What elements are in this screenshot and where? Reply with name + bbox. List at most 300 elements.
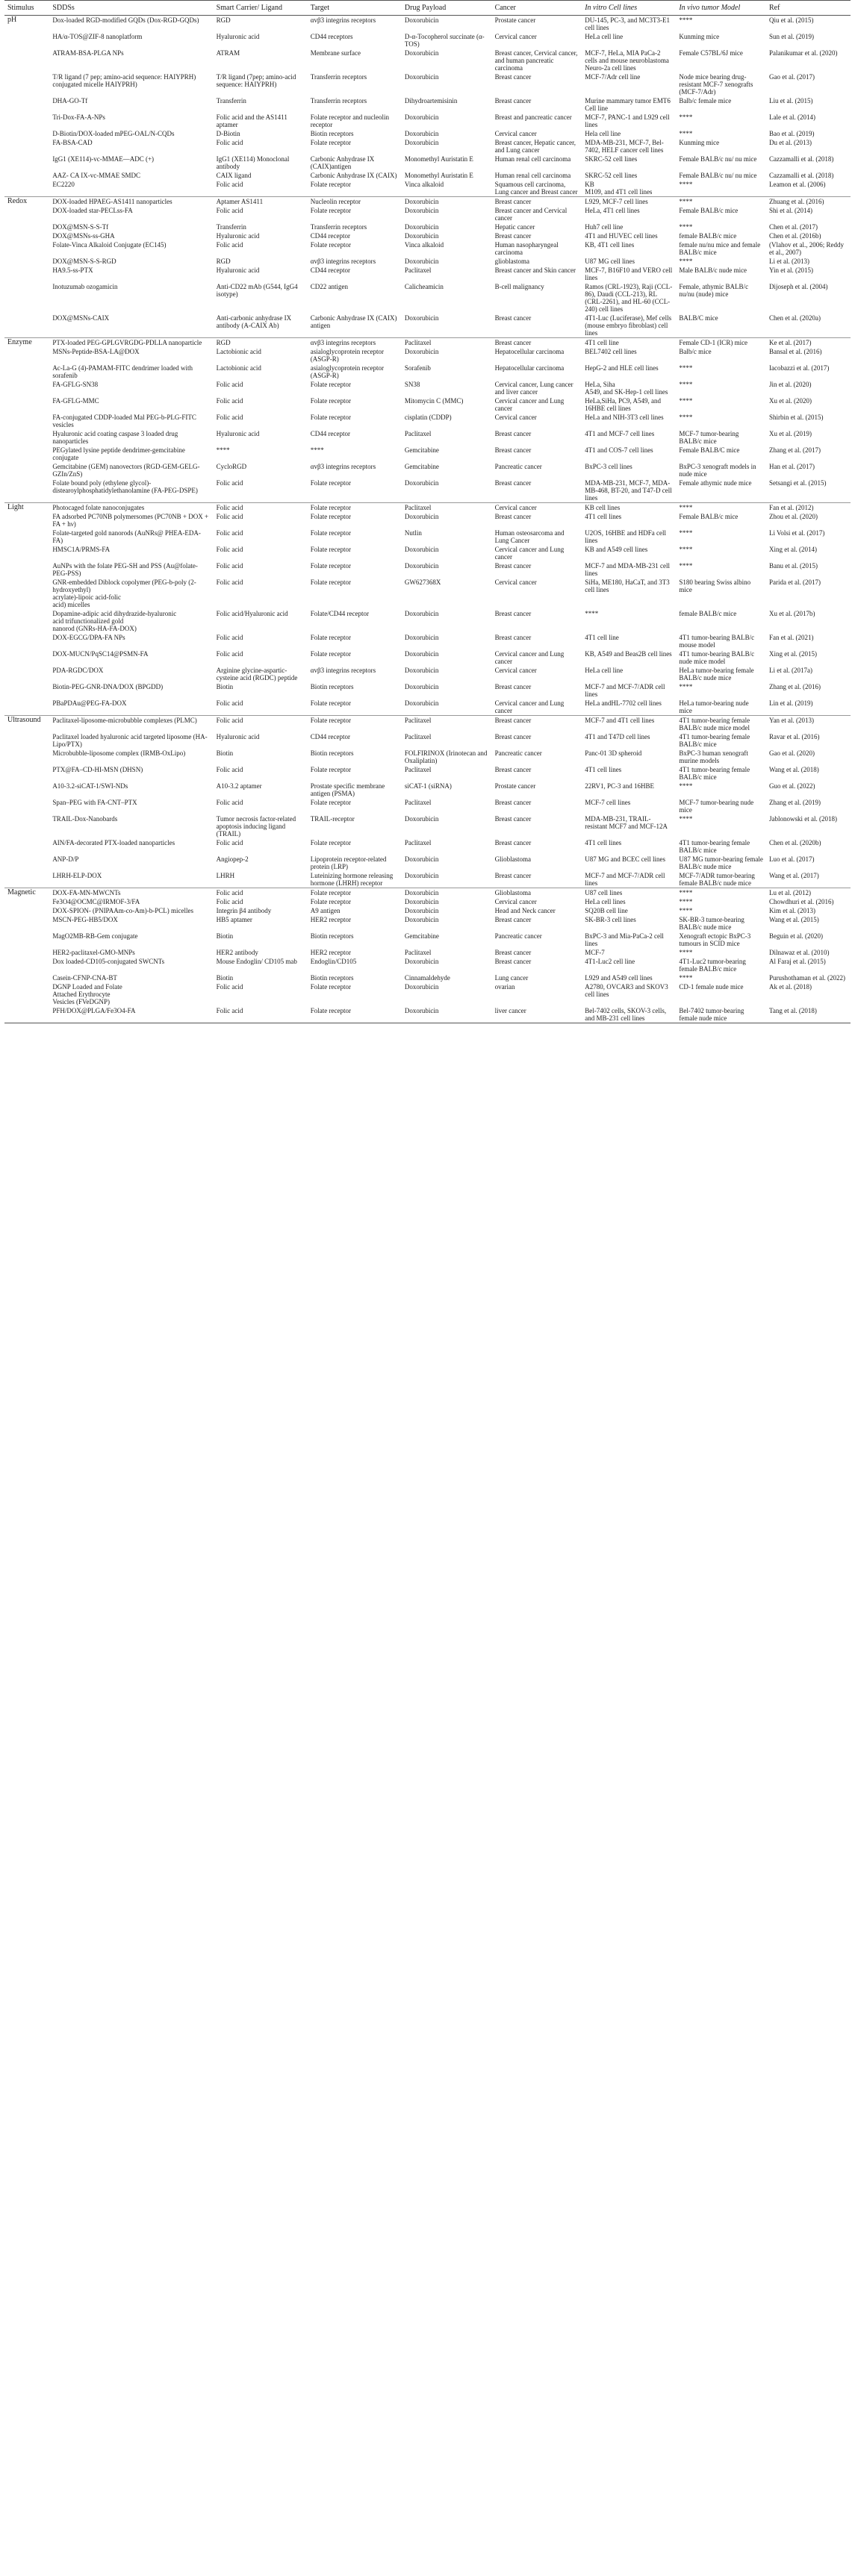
table-cell: CycloRGD [216, 463, 247, 470]
table-cell: Tang et al. (2018) [766, 1006, 851, 1023]
table-cell: Integrin β4 antibody [216, 907, 272, 914]
table-cell: CD44 receptors [310, 33, 353, 40]
table-row [4, 138, 851, 155]
table-cell: Paclitaxel [404, 949, 432, 956]
table-cell: αvβ3 integrins receptors [308, 16, 402, 33]
table-cell: 4T1 cell line [585, 634, 619, 641]
table-row [4, 113, 851, 129]
column-header: Smart Carrier/ Ligand [214, 1, 308, 16]
table-cell: DU-145, PC-3, and MC3T3-E1 cell lines [582, 16, 676, 33]
table-cell: Ramos (CRL-1923), Raji (CCL-86), Daudi (CCL-213), RL (CRL-2261), and HL-60 (CCL-240) cell lines [585, 283, 673, 313]
table-cell: Yan et al. (2013) [766, 716, 851, 733]
table-row [4, 338, 851, 348]
table-row [4, 888, 851, 898]
table-cell: **** [676, 197, 766, 207]
table-cell: Paclitaxel [404, 766, 432, 773]
table-cell: CD22 antigen [310, 283, 349, 290]
table-cell: Biotin receptors [310, 130, 354, 137]
table-cell: Cervical cancer [492, 503, 582, 513]
table-cell: 4T1 and T47D cell lines [585, 733, 650, 740]
table-cell: ATRAM [216, 49, 240, 57]
stimulus-cell [4, 915, 49, 932]
table-cell: Paclitaxel [402, 503, 492, 513]
table-cell: Anti-carbonic anhydrase IX antibody (A-CAIX Ab) [216, 314, 292, 329]
table-cell: DOX-loaded star-PECLss-FA [52, 207, 133, 214]
table-cell: Al Faraj et al. (2015) [768, 958, 826, 965]
table-cell: Huh7 cell line [585, 223, 624, 231]
table-cell: L929, MCF-7 cell lines [582, 197, 676, 207]
table-row [4, 222, 851, 231]
table-cell: 4T1-Luc2 cell line [585, 958, 635, 965]
table-cell: Human renal cell carcinoma [494, 172, 571, 179]
table-cell: Luo et al. (2017) [768, 855, 815, 863]
table-cell: GW627368X [404, 578, 441, 586]
table-cell: Breast cancer [494, 766, 532, 773]
table-row [4, 948, 851, 957]
stimulus-cell [4, 113, 49, 129]
table-row [4, 798, 851, 814]
table-cell: Doxorubicin [402, 197, 492, 207]
table-cell: HeLa tumor-bearing female BALB/c nude mice [679, 667, 754, 682]
table-cell: Hepatic cancer [494, 223, 535, 231]
stimulus-cell [4, 633, 49, 649]
table-cell: U87 MG and BCEC cell lines [585, 855, 665, 863]
table-cell: Folate receptor and nucleolin receptor [310, 113, 390, 128]
stimulus-cell [4, 855, 49, 871]
table-cell: Folic acid [216, 397, 243, 405]
table-cell: Bao et al. (2019) [768, 130, 815, 137]
table-cell: Folic acid [216, 241, 243, 249]
table-cell: BxPC-3 cell lines [585, 463, 632, 470]
table-row [4, 503, 851, 513]
table-cell: RGD [214, 338, 308, 348]
table-cell: 4T1-Luc2 tumor-bearing female BALB/c mice [679, 958, 746, 973]
table-cell: Folate receptor [310, 479, 352, 487]
stimulus-cell [4, 699, 49, 716]
table-cell: LHRH-ELP-DOX [52, 872, 102, 879]
table-cell: Folic acid [216, 634, 243, 641]
table-cell: FA-GFLG-SN38 [52, 381, 99, 388]
table-cell: Breast cancer [494, 916, 532, 923]
table-cell: Lactobionic acid [216, 364, 261, 372]
stimulus-cell [4, 561, 49, 578]
table-cell: Gemcitabine [404, 446, 439, 454]
table-cell: A10-3.2 aptamer [216, 782, 262, 790]
stimulus-cell [4, 528, 49, 545]
table-cell: FA-GFLG-MMC [52, 397, 99, 405]
table-cell: 4T1 cell line [582, 338, 676, 348]
table-cell: Transferrin receptors [310, 73, 367, 81]
stimulus-cell [4, 957, 49, 973]
table-cell: Folic acid/Hyaluronic acid [216, 610, 288, 617]
table-cell: MCF-7/ADR tumor-bearing female BALB/c nude mice [679, 872, 755, 887]
table-cell: Paclitaxel [404, 430, 432, 437]
table-cell: HeLa cell line [585, 667, 624, 674]
table-cell: Xing et al. (2014) [768, 546, 817, 553]
table-cell: Cervical cancer [494, 414, 537, 421]
table-cell: Folate receptor [310, 839, 352, 846]
table-cell: Carbonic Anhydrase IX (CAIX) [310, 172, 397, 179]
stimulus-cell: pH [4, 16, 49, 33]
table-cell: DOX@MSNs-ss-GHA [52, 232, 115, 240]
table-cell: SN38 [404, 381, 420, 388]
table-cell: Folate receptor [310, 699, 352, 707]
table-cell: Squamous cell carcinoma, Lung cancer and Breast cancer [494, 181, 578, 196]
table-cell: Cazzamalli et al. (2018) [768, 155, 834, 163]
table-cell: Folate receptor [310, 562, 352, 570]
table-cell: Banu et al. (2015) [768, 562, 818, 570]
table-cell: Hela cell line [585, 130, 621, 137]
table-cell: Doxorubicin [402, 888, 492, 898]
table-cell: **** [676, 888, 766, 898]
stimulus-cell [4, 609, 49, 633]
table-cell: Glioblastoma [494, 855, 532, 863]
column-header: Ref [766, 1, 851, 16]
table-cell: MSNs-Peptide-BSA-LA@DOX [52, 348, 140, 355]
table-cell: 4T1 tumor-bearing female BALB/c nude mice model [676, 716, 766, 733]
table-cell: Zhou et al. (2020) [768, 513, 818, 520]
table-cell: Panc-01 3D spheroid [585, 749, 642, 757]
table-cell: Qiu et al. (2015) [766, 16, 851, 33]
table-cell: Monomethyl Auristatin E [404, 155, 473, 163]
table-cell: Inotuzumab ozogamicin [52, 283, 118, 290]
table-cell: Node mice bearing drug-resistant MCF-7 xenografts (MCF-7/Adr) [679, 73, 753, 96]
table-row [4, 364, 851, 380]
table-row [4, 266, 851, 282]
table-row [4, 347, 851, 364]
table-cell: Chen et al. (2020b) [768, 839, 821, 846]
table-cell: Li et al. (2013) [768, 258, 809, 265]
table-cell: 4T1 tumor-bearing female BALB/c mice [679, 766, 750, 781]
table-cell: Breast cancer [494, 610, 532, 617]
table-row [4, 413, 851, 429]
table-cell: Murine mammary tumor EMT6 Cell line [585, 97, 671, 112]
table-cell: Doxorubicin [404, 73, 439, 81]
table-cell: **** [676, 16, 766, 33]
stimulus-cell [4, 257, 49, 266]
table-cell: DOX-SPION- (PNIPAAm-co-Am)-b-PCL) micelles [52, 907, 193, 914]
table-cell: HER2 antibody [216, 949, 258, 956]
table-cell: Female BALB/c mice [679, 513, 739, 520]
table-cell: AIN/FA-decorated PTX-loaded nanoparticles [52, 839, 175, 846]
table-cell: Photocaged folate nanoconjugates [49, 503, 213, 513]
table-row [4, 231, 851, 240]
table-cell: Xenograft ectopic BxPC-3 tumours in SCID mice [679, 932, 751, 947]
stimulus-cell: Enzyme [4, 338, 49, 348]
table-cell: Ke et al. (2017) [766, 338, 851, 348]
table-row [4, 462, 851, 478]
table-row [4, 96, 851, 113]
table-cell: ATRAM-BSA-PLGA NPs [52, 49, 124, 57]
table-row [4, 906, 851, 915]
table-cell: Kim et al. (2013) [768, 907, 815, 914]
stimulus-cell [4, 266, 49, 282]
table-cell: Prostate specific membrane antigen (PSMA) [310, 782, 385, 797]
table-cell: (Vlahov et al., 2006; Reddy et al., 2007) [768, 241, 844, 256]
table-cell: Dihydroartemisinin [404, 97, 458, 105]
table-cell: Shi et al. (2014) [768, 207, 812, 214]
table-cell: Folic acid [214, 716, 308, 733]
table-cell: Folate bound poly (ethylene glycol)-distearoylphosphatidylethanolamine (FA-PEG-DSPE) [52, 479, 198, 494]
table-cell: Yin et al. (2015) [768, 266, 813, 274]
table-cell: DHA-GO-Tf [52, 97, 88, 105]
table-cell: D-α-Tocopherol succinate (α-TOS) [404, 33, 485, 48]
stimulus-cell [4, 749, 49, 765]
table-cell: Folic acid [214, 888, 308, 898]
table-cell: Xu et al. (2017b) [768, 610, 815, 617]
table-cell: Paclitaxel [404, 733, 432, 740]
stimulus-cell [4, 932, 49, 948]
table-cell: Breast cancer [494, 562, 532, 570]
table-cell: Folate receptor [310, 381, 352, 388]
table-cell: Breast cancer [494, 799, 532, 806]
table-cell: CD44 receptor [310, 733, 351, 740]
stimulus-cell [4, 96, 49, 113]
table-cell: Cinnamaldehyde [404, 974, 450, 982]
table-cell: Zhang et al. (2016) [768, 683, 821, 690]
table-cell: HeLa, 4T1 cell lines [585, 207, 640, 214]
sdds-table [4, 0, 851, 1023]
table-cell: Sorafenib [404, 364, 431, 372]
table-cell: Folate receptor [310, 766, 352, 773]
table-row [4, 528, 851, 545]
table-cell: Folic acid [216, 898, 243, 905]
table-cell: Breast cancer [494, 430, 532, 437]
table-cell: HB5 aptamer [216, 916, 252, 923]
table-body [4, 16, 851, 1023]
table-cell: Doxorubicin [404, 916, 439, 923]
table-row [4, 16, 851, 33]
table-row [4, 838, 851, 855]
table-cell: Doxorubicin [404, 855, 439, 863]
table-cell: PDA-RGDC/DOX [52, 667, 104, 674]
table-cell: SQ20B cell line [585, 907, 628, 914]
table-cell: Doxorubicin [404, 907, 439, 914]
table-cell: Shirbin et al. (2015) [768, 414, 824, 421]
table-cell: Vinca alkaloid [404, 241, 444, 249]
stimulus-cell [4, 782, 49, 798]
table-cell: Folic acid [216, 799, 243, 806]
table-cell: **** [679, 898, 693, 905]
table-cell: Pancreatic cancer [494, 749, 542, 757]
table-cell: DOX-FA-MN-MWCNTs [49, 888, 213, 898]
table-cell: Breast cancer [494, 479, 532, 487]
table-cell: HER2 receptor [310, 916, 352, 923]
table-cell: MDA-MB-231, MCF-7, Bel-7402, HELF cancer cell lines [585, 139, 664, 154]
table-cell: BxPC-3 and Mia-PaCa-2 cell lines [585, 932, 664, 947]
table-cell: Cervical cancer [494, 898, 537, 905]
table-cell: HeLa cell lines [585, 898, 626, 905]
table-cell: glioblastoma [494, 258, 530, 265]
table-row [4, 957, 851, 973]
table-cell: MCF-7 tumor-bearing nude mice [679, 799, 754, 814]
table-cell: Biotin receptors [310, 974, 354, 982]
table-cell: DOX-MUCN/PqSC14@PSMN-FA [52, 650, 149, 658]
table-cell: Tumor necrosis factor-related apoptosis inducing ligand (TRAIL) [216, 815, 296, 838]
table-cell: ovarian [494, 983, 515, 991]
table-row [4, 380, 851, 396]
table-cell: Folate receptor [310, 546, 352, 553]
stimulus-cell [4, 798, 49, 814]
table-cell: HeLa tumor-bearing nude mice [679, 699, 749, 714]
table-cell: Xing et al. (2015) [768, 650, 817, 658]
table-cell: Gemcitabine [404, 932, 439, 940]
table-cell: Jin et al. (2020) [768, 381, 812, 388]
table-row [4, 561, 851, 578]
table-cell: Hyaluronic acid [216, 733, 260, 740]
table-cell: LHRH [216, 872, 235, 879]
table-cell: Paclitaxel [404, 839, 432, 846]
table-cell: Doxorubicin [404, 479, 439, 487]
table-cell: Folic acid [214, 1006, 308, 1023]
table-cell: Cervical cancer and Lung cancer [494, 397, 565, 412]
table-cell: DOX@MSN-S-S-Tf [52, 223, 109, 231]
table-cell: MCF-7, B16F10 and VERO cell lines [585, 266, 673, 281]
table-cell: SKRC-52 cell lines [585, 155, 638, 163]
table-cell: CD44 receptor [310, 232, 351, 240]
table-cell: Folate/CD44 receptor [310, 610, 370, 617]
table-cell: MCF-7 [585, 949, 605, 956]
stimulus-cell [4, 578, 49, 609]
table-row [4, 171, 851, 180]
stimulus-cell [4, 138, 49, 155]
table-cell: Carbonic Anhydrase IX (CAIX) antigen [310, 314, 397, 329]
table-cell: EC2220 [52, 181, 75, 188]
table-cell: Parida et al. (2017) [768, 578, 821, 586]
stimulus-cell [4, 282, 49, 314]
table-cell: **** [310, 446, 324, 454]
table-cell: Breast cancer [494, 446, 532, 454]
table-cell: 4T1 and MCF-7 cell lines [585, 430, 655, 437]
table-cell: Breast cancer [494, 733, 532, 740]
table-cell: DOX@MSNs-CAIX [52, 314, 110, 322]
table-cell: Chen et al. (2017) [768, 223, 818, 231]
table-cell: Folate receptor [310, 241, 352, 249]
table-cell: 4T1 cell lines [585, 839, 622, 846]
table-row [4, 1006, 851, 1023]
column-header: Stimulus [4, 1, 49, 16]
table-cell: BALB/C mice [679, 314, 718, 322]
table-cell: IgG1 (XE114)-vc-MMAE—ADC (+) [52, 155, 155, 163]
table-cell: Breast cancer [494, 634, 532, 641]
table-cell: PTX@FA–CD-HI-MSN (DHSN) [52, 766, 143, 773]
table-cell: Lin et al. (2019) [768, 699, 813, 707]
table-cell: Doxorubicin [404, 130, 439, 137]
stimulus-cell [4, 478, 49, 503]
table-cell: Folate receptor [310, 397, 352, 405]
table-cell: Folic acid [216, 562, 243, 570]
table-cell: Angiopep-2 [216, 855, 249, 863]
table-cell: Biotin [216, 932, 234, 940]
table-cell: Folate receptor [310, 650, 352, 658]
table-cell: FA adsorbed PC70NB polymersomes (PC70NB + DOX + FA + hν) [52, 513, 209, 528]
table-cell: Male BALB/c nude mice [679, 266, 747, 274]
table-cell: MCF-7 and MDA-MB-231 cell lines [585, 562, 670, 577]
table-cell: Doxorubicin [404, 562, 439, 570]
table-cell: KB and A549 cell lines [585, 546, 648, 553]
table-cell: MCF-7, HeLa, MIA PaCa-2 cells and mouse neuroblastoma Neuro-2a cell lines [585, 49, 669, 72]
table-cell: Breast cancer [494, 949, 532, 956]
table-cell: S180 bearing Swiss albino mice [679, 578, 751, 593]
table-cell: Biotin [216, 974, 234, 982]
table-cell: Ac-La-G (4)-PAMAM-FITC dendrimer loaded with sorafenib [52, 364, 193, 379]
stimulus-cell [4, 413, 49, 429]
stimulus-cell [4, 838, 49, 855]
table-cell: Fe3O4@OCMC@IRMOF-3/FA [52, 898, 140, 905]
stimulus-cell [4, 180, 49, 197]
table-cell: Lactobionic acid [216, 348, 261, 355]
table-cell: Female C57BL/6J mice [679, 49, 743, 57]
table-cell: HeLa and NIH-3T3 cell lines [585, 414, 664, 421]
table-cell: Breast cancer and Skin cancer [494, 266, 576, 274]
table-cell: 22RV1, PC-3 and 16HBE [585, 782, 654, 790]
table-cell: cisplatin (CDDP) [404, 414, 452, 421]
table-cell: Folic acid [216, 546, 243, 553]
table-cell: Han et al. (2017) [768, 463, 815, 470]
table-cell: Hyaluronic acid [216, 266, 260, 274]
table-row [4, 396, 851, 413]
stimulus-cell: Magnetic [4, 888, 49, 898]
table-cell: Folic acid [216, 529, 243, 537]
table-cell: Casein-CFNP-CNA-BT [52, 974, 117, 982]
table-cell: TRAIL-Dox-Nanobards [52, 815, 118, 823]
table-cell: Paclitaxel loaded hyaluronic acid targeted liposome (HA-Lipo/PTX) [52, 733, 208, 748]
column-header: In vivo tumor Model [676, 1, 766, 16]
table-cell: Breast cancer [494, 815, 532, 823]
table-cell: GNR-embedded Diblock copolymer (PEG-b-poly (2-hydroxyethyl) acrylate)-lipoic acid-folic acid) micelles [52, 578, 196, 608]
table-cell: Doxorubicin [404, 872, 439, 879]
table-cell: U87 MG tumor-bearing female BALB/c nude mice [679, 855, 763, 870]
table-cell: Doxorubicin [404, 958, 439, 965]
stimulus-cell [4, 982, 49, 1006]
table-cell: Paclitaxel [402, 338, 492, 348]
table-cell: **** [679, 414, 693, 421]
table-cell: U87 MG cell lines [585, 258, 635, 265]
table-row [4, 545, 851, 561]
table-cell: Doxorubicin [402, 16, 492, 33]
table-cell: KB, A549 and Beas2B cell lines [585, 650, 672, 658]
table-cell: AuNPs with the folate PEG-SH and PSS (Au@folate-PEG-PSS) [52, 562, 198, 577]
table-cell: IgG1 (XE114) Monoclonal antibody [216, 155, 290, 170]
table-row [4, 932, 851, 948]
table-cell: Balb/c mice [679, 348, 712, 355]
table-cell: Aptamer AS1411 [214, 197, 308, 207]
table-row [4, 682, 851, 699]
table-cell: 4T1 cell lines [585, 513, 622, 520]
table-cell: Human osteosarcoma and Lung Cancer [494, 529, 565, 544]
table-row [4, 129, 851, 138]
table-cell: Transferrin [216, 223, 246, 231]
stimulus-cell [4, 72, 49, 96]
table-cell: Monomethyl Auristatin E [404, 172, 473, 179]
stimulus-cell [4, 32, 49, 49]
table-cell: 4T1 cell lines [585, 766, 622, 773]
table-cell: Folate receptor [310, 414, 352, 421]
table-cell: Chen et al. (2020a) [768, 314, 821, 322]
table-row [4, 732, 851, 749]
table-cell: PBaPDAu@PEG-FA-DOX [52, 699, 127, 707]
table-cell: Cervical cancer [494, 130, 537, 137]
table-cell: T/R ligand (7 pep; amino-acid sequence: HAIYPRH) conjugated micelle HAIYPRH) [52, 73, 196, 88]
table-cell: Jablonowski et al. (2018) [768, 815, 837, 823]
table-cell: Dopamine-adipic acid dihydrazide-hyaluronic acid trifunctionalized gold nanorod (GNRs-HA-FA-DOX) [52, 610, 177, 632]
table-cell: Breast cancer [494, 73, 532, 81]
stimulus-cell [4, 240, 49, 257]
table-cell: Kunming mice [679, 139, 720, 146]
table-cell: Breast cancer [492, 338, 582, 348]
table-cell: Hyaluronic acid [216, 430, 260, 437]
table-cell: U2OS, 16HBE and HDFa cell lines [585, 529, 666, 544]
